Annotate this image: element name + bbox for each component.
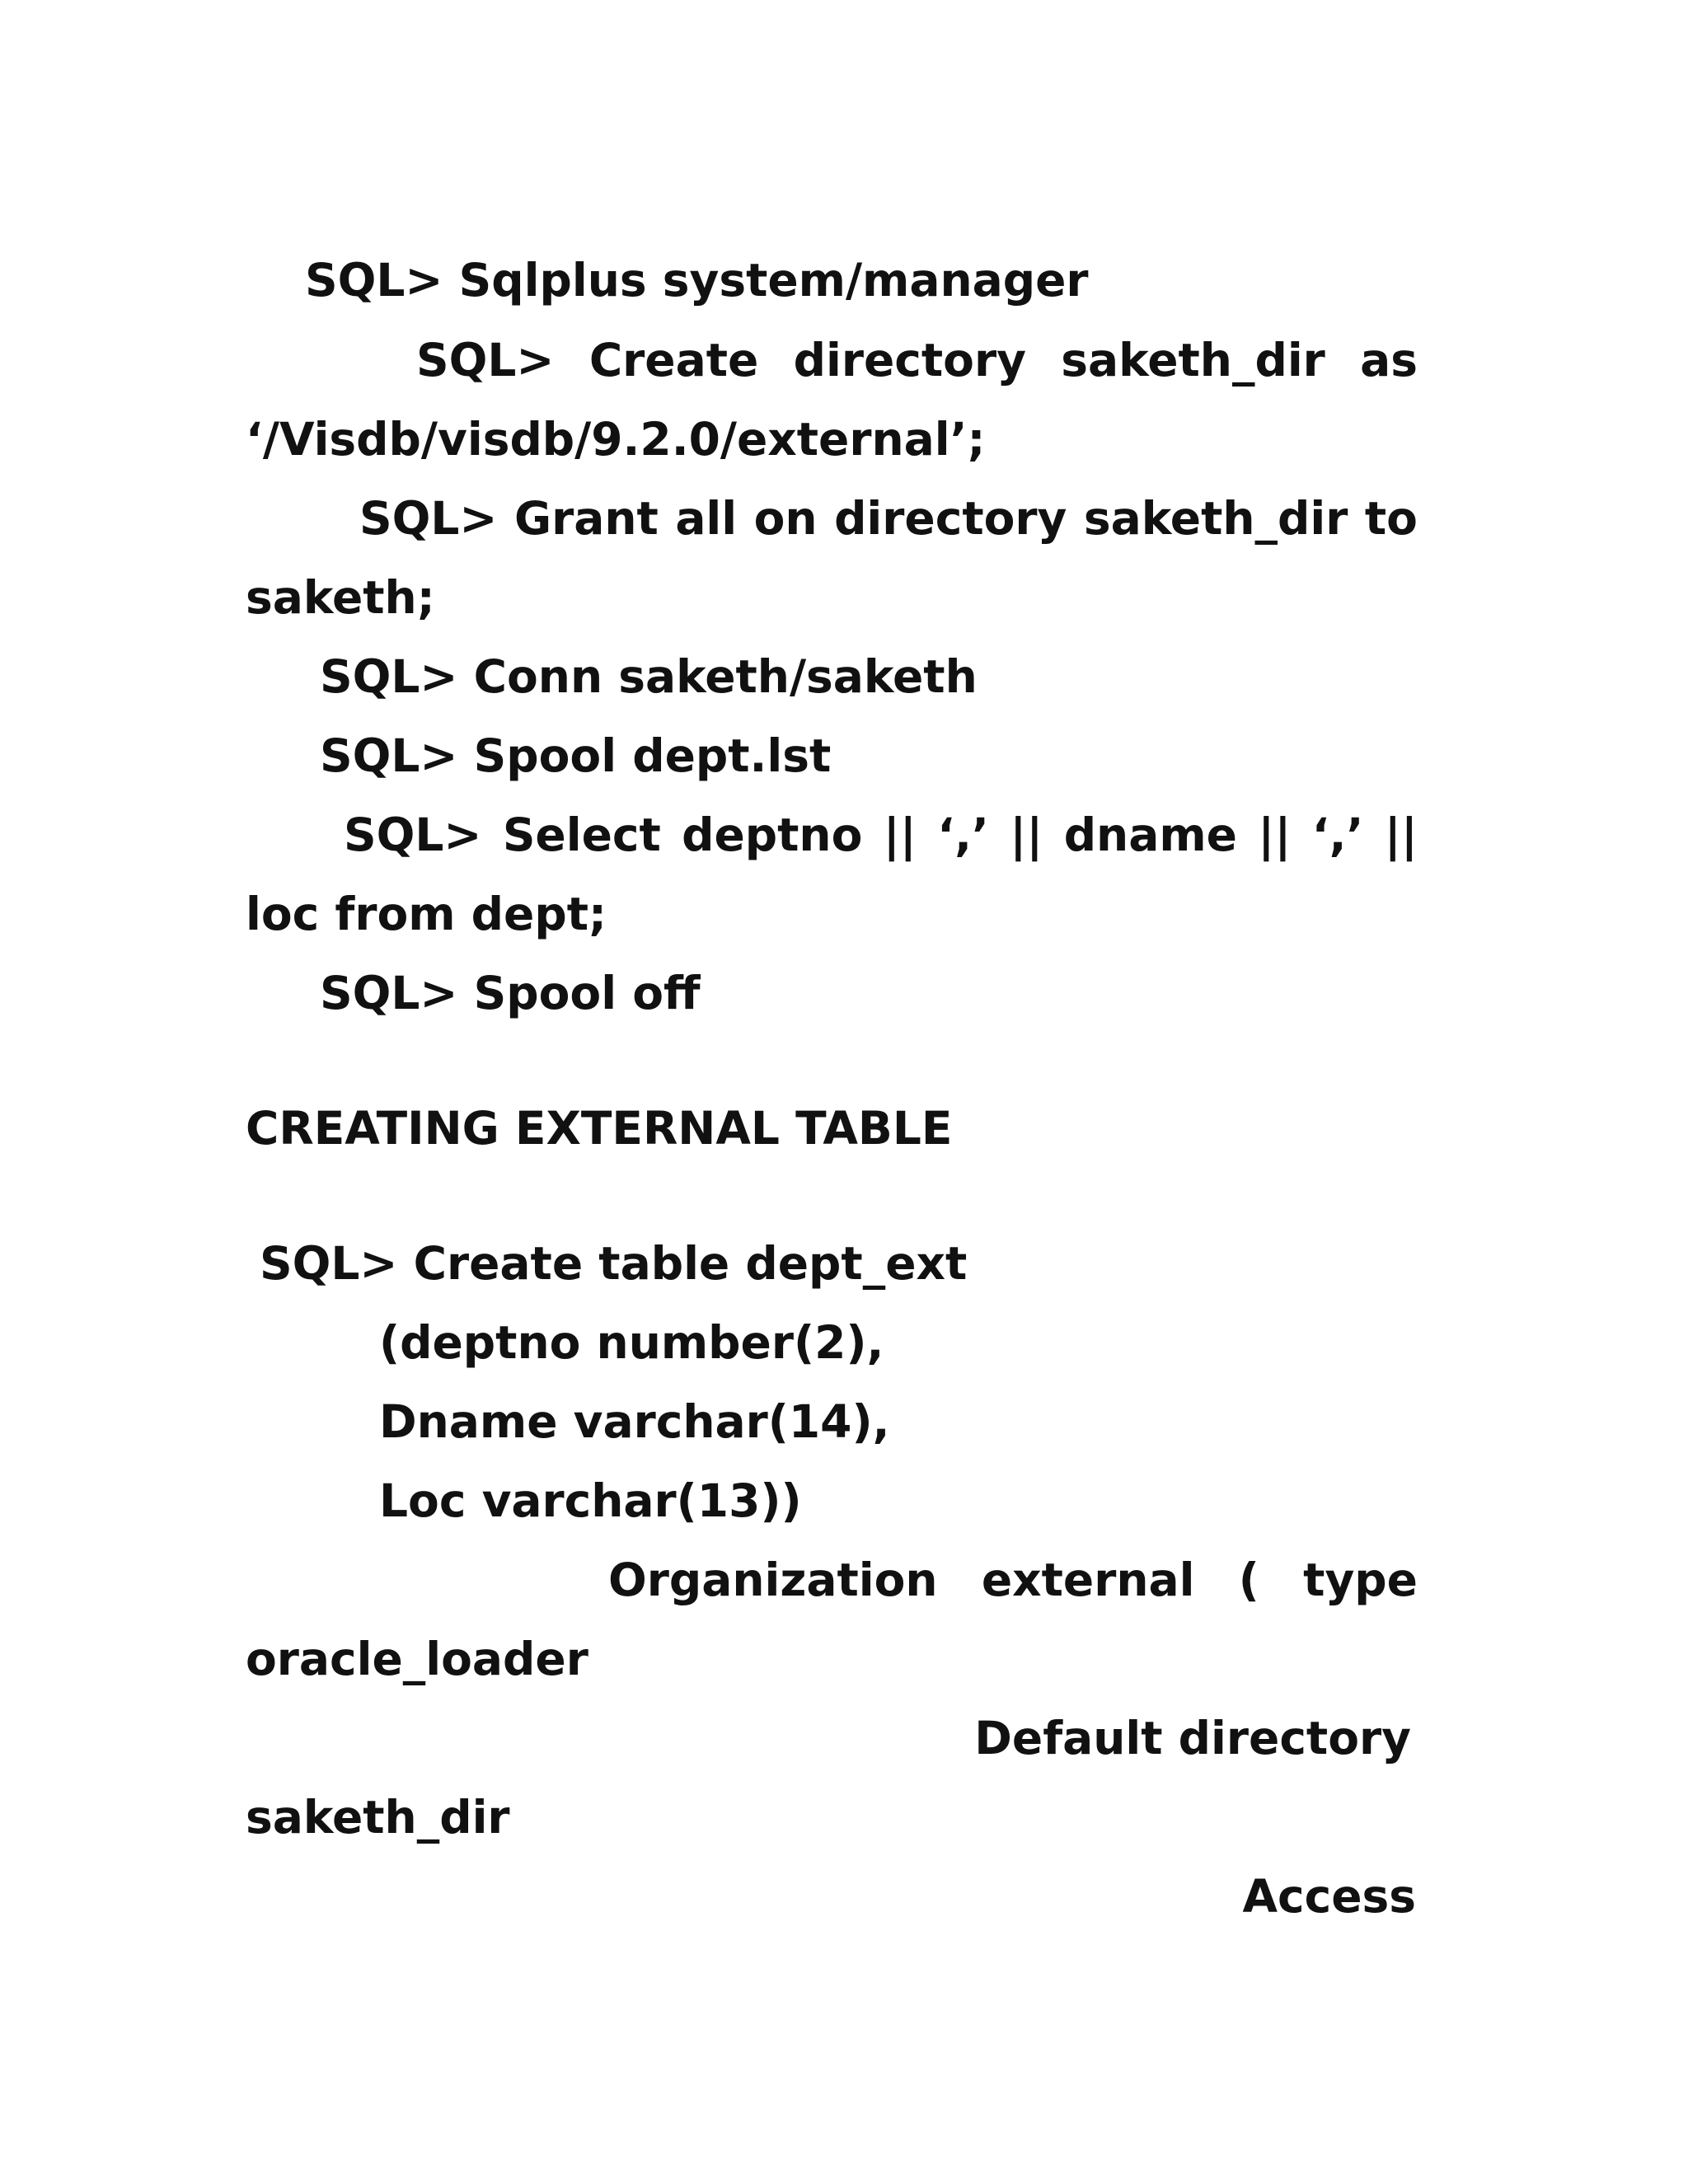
sql-line-create-directory <box>416 331 1418 389</box>
word: all <box>675 492 738 545</box>
word: saketh_dir <box>1083 492 1348 545</box>
word: deptno <box>682 808 863 861</box>
sql-line-column-loc: Loc varchar(13)) <box>379 1474 802 1527</box>
sql-line-loader-type: oracle_loader <box>246 1633 588 1685</box>
sql-line-spool-off: SQL> Spool off <box>320 967 701 1019</box>
word: || <box>883 808 917 861</box>
sql-line-directory-path: ‘/Visdb/visdb/9.2.0/external’; <box>246 413 986 466</box>
word: ‘,’ <box>937 808 989 861</box>
sql-line-create-table: SQL> Create table dept_ext <box>260 1237 968 1290</box>
word: Create <box>588 334 759 387</box>
word: as <box>1360 334 1418 387</box>
word: directory <box>793 334 1026 387</box>
sql-line-access: Access <box>1242 1870 1416 1923</box>
word: SQL> <box>344 808 482 861</box>
sql-line-column-deptno: (deptno number(2), <box>379 1316 884 1369</box>
word: SQL> <box>416 334 555 387</box>
sql-line-column-dname: Dname varchar(14), <box>379 1395 890 1448</box>
section-heading: CREATING EXTERNAL TABLE <box>246 1102 953 1155</box>
word: directory <box>834 492 1067 545</box>
word: Select <box>502 808 661 861</box>
word: ( <box>1238 1554 1259 1606</box>
word: type <box>1303 1554 1418 1606</box>
word: external <box>981 1554 1195 1606</box>
sql-line-spool: SQL> Spool dept.lst <box>320 729 832 782</box>
sql-line-conn: SQL> Conn saketh/saketh <box>320 650 978 703</box>
word: SQL> <box>359 492 498 545</box>
word: ‘,’ <box>1311 808 1364 861</box>
word: dname <box>1063 808 1237 861</box>
word: || <box>1258 808 1292 861</box>
sql-line-grant <box>359 490 1418 547</box>
sql-line-from: loc from dept; <box>246 888 607 940</box>
sql-line-directory-name: saketh_dir <box>246 1791 510 1844</box>
sql-line-grant-user: saketh; <box>246 571 435 624</box>
word: || <box>1384 808 1418 861</box>
sql-line-select <box>344 806 1418 864</box>
sql-line-organization <box>608 1551 1418 1609</box>
word: on <box>753 492 818 545</box>
sql-line-default-directory: Default directory <box>974 1712 1411 1765</box>
word: to <box>1364 492 1418 545</box>
word: saketh_dir <box>1061 334 1325 387</box>
sql-line-sqlplus: SQL> Sqlplus system/manager <box>305 254 1089 307</box>
word: || <box>1010 808 1043 861</box>
word: Organization <box>608 1554 938 1606</box>
word: Grant <box>513 492 659 545</box>
